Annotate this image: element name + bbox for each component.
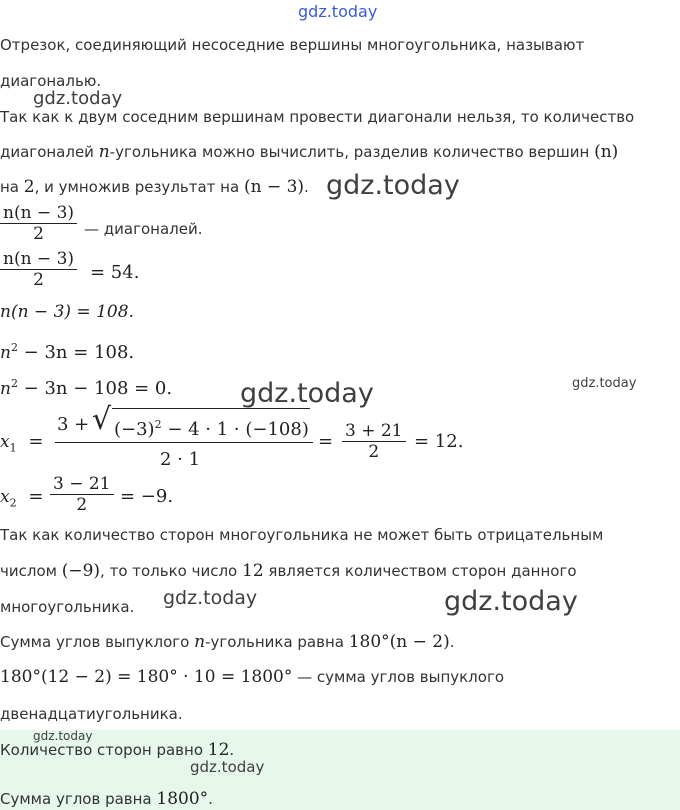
exponent: 2 <box>10 377 18 390</box>
text: Сумма углов выпуклого <box>0 633 195 651</box>
math-var: x <box>0 432 10 452</box>
text: числом <box>0 562 62 580</box>
equals: = <box>28 486 44 507</box>
text: . <box>208 790 213 808</box>
denominator: 2 <box>76 495 88 514</box>
watermark: gdz.today <box>572 376 637 391</box>
subscript: 2 <box>9 496 17 510</box>
equals: = <box>318 431 334 452</box>
text-line: многоугольника. <box>0 598 135 616</box>
math-result: = 12. <box>414 431 464 452</box>
text: . <box>304 178 309 196</box>
exponent: 2 <box>10 341 18 354</box>
math-num: 12 <box>242 561 264 581</box>
watermark: gdz.today <box>190 758 265 776</box>
text-line: Так как количество сторон многоугольника не может быть отрицательным <box>0 526 604 544</box>
text-line <box>0 632 455 652</box>
math-num: 12 <box>207 740 230 760</box>
math-result: = −9. <box>120 486 174 507</box>
numerator: 3 + 21 <box>345 421 403 441</box>
math-expr: n(n − 3) = 108. <box>0 302 134 322</box>
watermark: gdz.today <box>163 587 258 609</box>
math-var: n <box>0 343 11 363</box>
fraction-bar <box>55 442 313 443</box>
math-line: = 54. <box>90 262 140 283</box>
text-line <box>0 667 504 687</box>
numerator: n(n − 3) <box>3 249 75 269</box>
text: является количеством сторон данного <box>263 562 577 580</box>
math-expr: − 3n = 108. <box>17 342 135 363</box>
text-line: — диагоналей. <box>84 220 203 238</box>
fraction <box>0 203 77 244</box>
math-var: n <box>0 379 11 399</box>
answer-line <box>0 740 234 760</box>
text: . <box>229 741 235 759</box>
numerator <box>57 414 89 436</box>
text: диагоналей <box>0 143 99 161</box>
text: Сумма углов равна <box>0 790 157 808</box>
text-line: Так как к двум соседним вершинам провести диагонали нельзя, то количество <box>0 108 635 126</box>
math-line <box>0 301 134 323</box>
sqrt-bar <box>112 408 310 409</box>
watermark: gdz.today <box>240 378 374 409</box>
math-var: x <box>0 487 10 507</box>
numerator: n(n − 3) <box>3 203 75 223</box>
fraction <box>0 249 77 290</box>
subscript: 1 <box>9 441 17 455</box>
text-line <box>0 561 577 581</box>
math-expr: − 4 · 1 · (−108) <box>161 419 309 440</box>
math-line <box>0 431 43 460</box>
text: , и умножив результат на <box>34 178 244 196</box>
text: . <box>449 633 455 651</box>
math-expr: (−9) <box>61 561 101 581</box>
math-expr: 180°(n − 2) <box>348 632 450 652</box>
math-expr: (−3) <box>114 419 155 440</box>
text: — сумма углов выпуклого <box>292 668 505 686</box>
math-line <box>0 486 43 515</box>
denominator: 2 <box>368 442 380 462</box>
sqrt-sign: √ <box>92 402 112 437</box>
numerator: 3 − 21 <box>53 474 111 494</box>
math-expr: (n) <box>594 142 619 162</box>
text: Количество сторон равно <box>0 741 208 759</box>
text-line <box>0 142 618 162</box>
text: на <box>0 178 24 196</box>
text: -угольника равна <box>205 633 349 651</box>
text-line <box>0 177 309 197</box>
watermark: gdz.today <box>444 586 578 617</box>
fraction <box>342 421 406 462</box>
radicand <box>114 414 309 441</box>
math-num: 1800° <box>156 789 209 809</box>
math-expr: 180°(12 − 2) = 180° · 10 = 1800° <box>0 667 293 687</box>
text-line: двенадцатиугольника. <box>0 705 183 723</box>
math-expr: 2 · 1 <box>160 449 201 470</box>
denominator: 2 <box>33 270 44 290</box>
text-line: Отрезок, соединяющий несоседние вершины многоугольника, называют <box>0 36 585 54</box>
math-var: n <box>98 142 110 162</box>
math-num: 2 <box>23 177 35 197</box>
denominator: 2 <box>33 224 44 244</box>
math-expr: 3 + <box>57 414 90 435</box>
fraction <box>50 474 114 514</box>
math-var: n <box>194 632 206 652</box>
answer-line <box>0 789 213 809</box>
text: -угольника можно вычислить, разделив количество вершин <box>109 143 595 161</box>
equals: = <box>28 431 44 452</box>
watermark: gdz.today <box>33 729 93 743</box>
watermark-top: gdz.today <box>298 2 378 21</box>
watermark: gdz.today <box>33 88 123 109</box>
math-expr: − 3n − 108 = 0. <box>17 378 173 399</box>
exponent: 2 <box>154 418 162 431</box>
denominator <box>160 449 200 471</box>
math-line <box>0 337 134 364</box>
math-expr: (n − 3) <box>243 177 305 197</box>
watermark: gdz.today <box>326 170 460 201</box>
text: , то только число <box>100 562 243 580</box>
math-line <box>0 373 172 400</box>
text-line: диагональю. <box>0 72 102 90</box>
